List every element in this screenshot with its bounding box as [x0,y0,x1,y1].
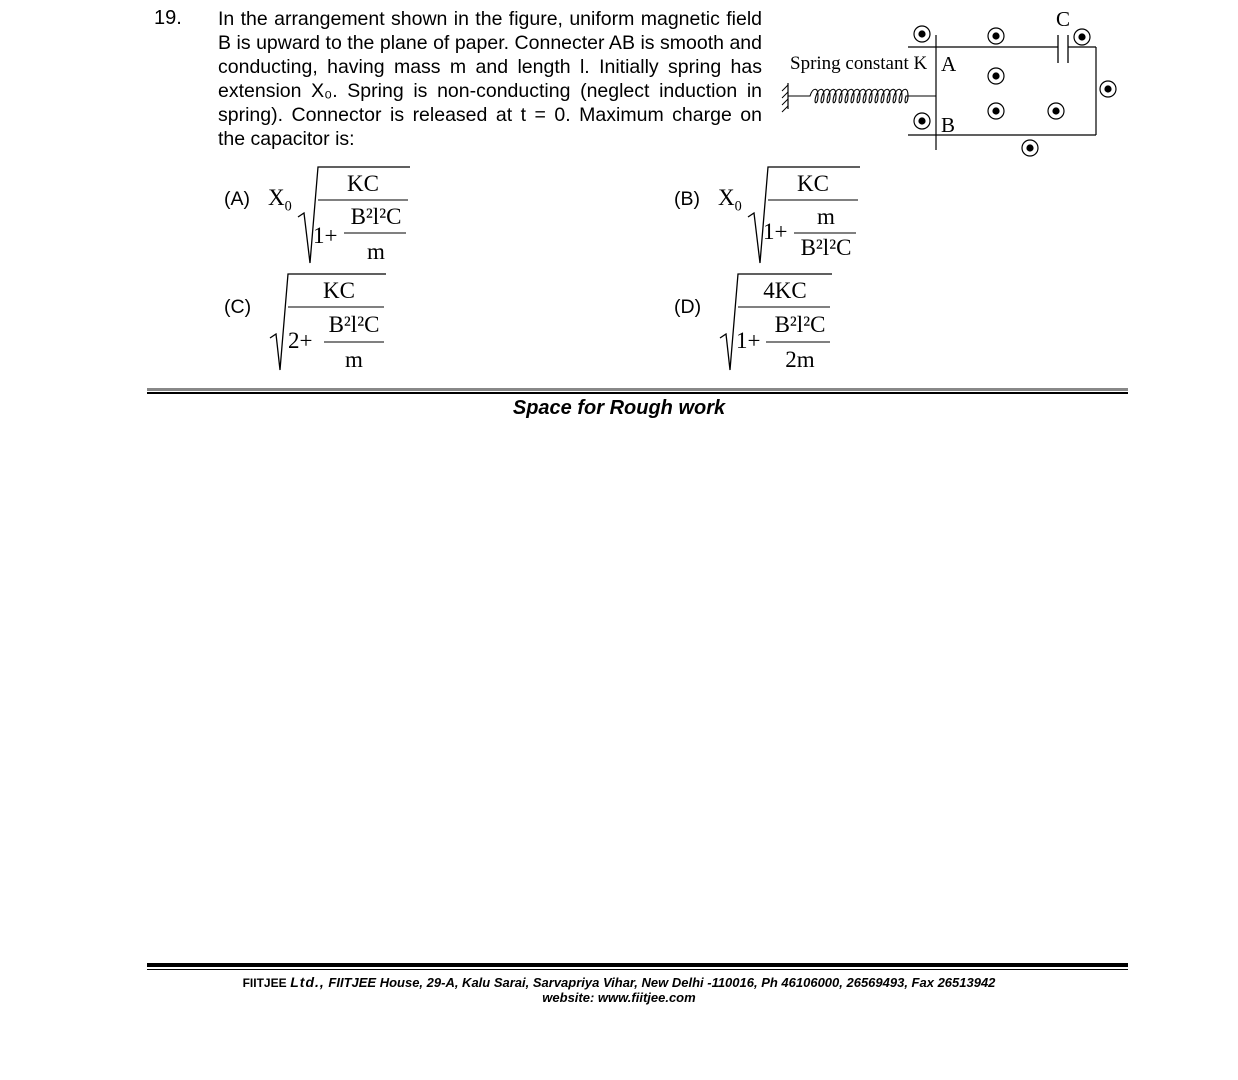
footer-rule-thick [147,963,1128,967]
option-b-plus: 1+ [763,219,788,244]
option-b [674,163,874,273]
option-d-plus: 1+ [736,328,761,353]
option-a-prefix: $X_0$ [268,185,292,215]
option-d [674,270,874,380]
footer-website: website: www.fiitjee.com [542,990,696,1005]
option-d-numerator: 4KC [763,278,807,303]
option-d-inner-numerator: B²l²C [774,312,826,337]
option-c-inner-denominator: m [345,347,363,372]
option-a-numerator: KC [347,171,379,196]
option-b-label: (B) [674,188,700,210]
footer-brand: FIITJEE [242,976,287,990]
option-d-label: (D) [674,296,702,318]
footer-address-text: FIITJEE House, 29-A, Kalu Sarai, Sarvapriya Vihar, New Delhi -110016, Ph 46106000, 26569493, Fax 26513942 [328,975,996,990]
rough-work-heading: Space for Rough work [512,397,726,419]
option-a-inner-denominator: m [367,239,385,264]
option-a-label: (A) [224,188,250,210]
divider-top [147,388,1128,391]
option-c-inner-numerator: B²l²C [328,312,380,337]
footer-rule-thin [147,969,1128,970]
option-a-inner-numerator: B²l²C [350,204,402,229]
question-text: In the arrangement shown in the figure, uniform magnetic field B is upward to the plane of paper. Connecter AB is smooth and conducting, having mass m and length l. Initially spring has extension X₀. Spring is non-conducting (neglect induction in spring). Connector is released at t = 0. Maximum charge on the capacitor is: [218,8,762,150]
question-number: 19. [154,7,182,29]
footer-address [0,974,1238,990]
option-b-prefix: $X_0$ [718,185,742,215]
point-b-label: B [941,113,956,137]
option-c-numerator: KC [323,278,355,303]
option-a-plus: 1+ [313,223,338,248]
divider-top-thin [147,392,1128,394]
spring-label: Spring constant K [790,53,928,74]
option-c-label: (C) [224,296,252,318]
footer-ltd: Ltd., [290,974,325,990]
option-c [224,270,424,380]
option-b-inner-denominator: B²l²C [800,235,852,260]
option-c-plus: 2+ [288,328,313,353]
option-a [224,163,424,273]
spring [788,89,936,103]
option-d-inner-denominator: 2m [785,347,815,372]
option-b-numerator: KC [797,171,829,196]
option-b-inner-numerator: m [817,204,835,229]
capacitor-label: C [1056,7,1071,31]
point-a-label: A [941,52,957,76]
